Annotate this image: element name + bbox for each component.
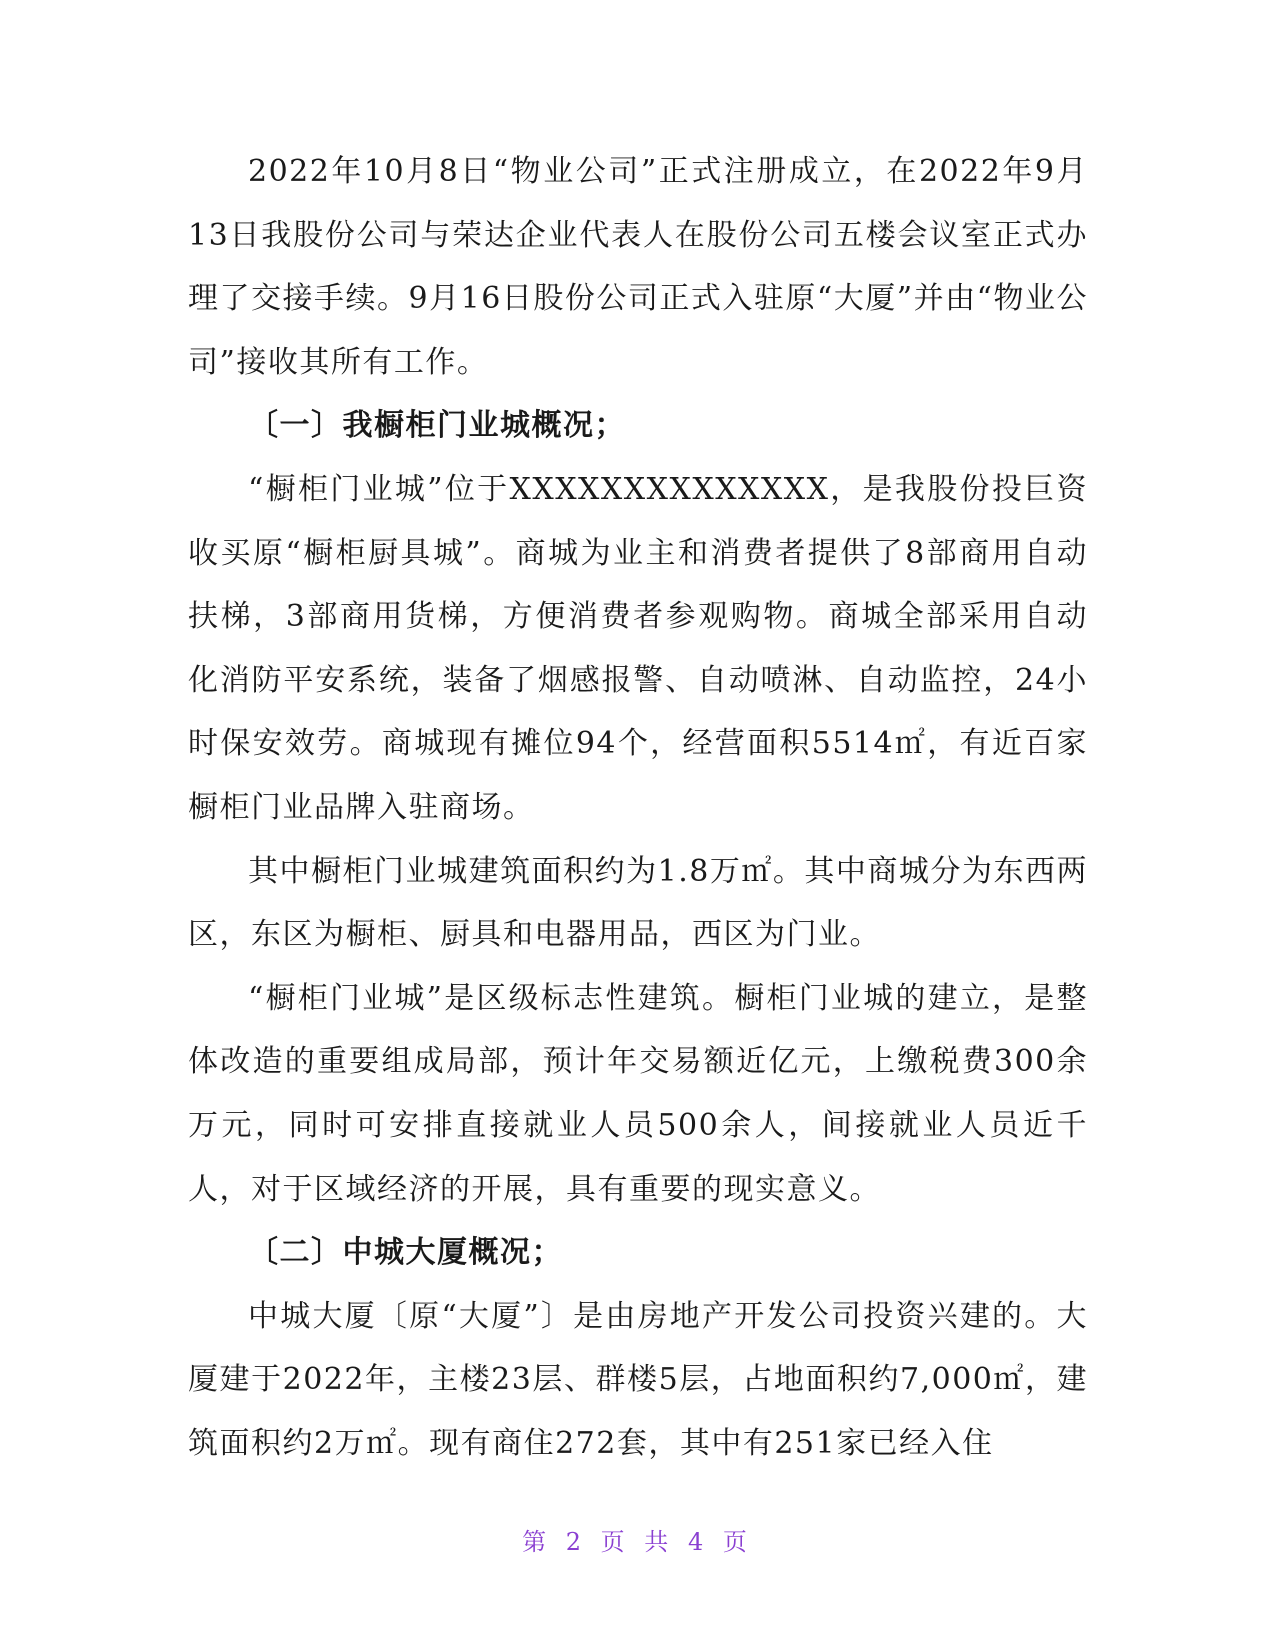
- document-body: [188, 140, 1088, 1475]
- paragraph-mall-significance: “橱柜门业城”是区级标志性建筑。橱柜门业城的建立，是整体改造的重要组成局部，预计年交易额近亿元，上缴税费300余万元，同时可安排直接就业人员500余人，间接就业人员近千人，对于区域经济的开展，具有重要的现实意义。: [188, 980, 1088, 1207]
- page-number-footer: 第 2 页 共 4 页: [522, 1528, 753, 1556]
- section-heading-2: 〔二〕中城大厦概况；: [248, 1235, 563, 1271]
- paragraph-building-overview: 中城大厦〔原“大厦”〕是由房地产开发公司投资兴建的。大厦建于2022年，主楼23层、群楼5层，占地面积约7,000㎡，建筑面积约2万㎡。现有商住272套，其中有251家已经入住: [188, 1298, 1088, 1461]
- paragraph-mall-area: 其中橱柜门业城建筑面积约为1.8万㎡。其中商城分为东西两区，东区为橱柜、厨具和电器用品，西区为门业。: [188, 853, 1088, 953]
- paragraph-mall-overview: “橱柜门业城”位于XXXXXXXXXXXXXX，是我股份投巨资收买原“橱柜厨具城”。商城为业主和消费者提供了8部商用自动扶梯，3部商用货梯，方便消费者参观购物。商城全部采用自动化消防平安系统，装备了烟感报警、自动喷淋、自动监控，24小时保安效劳。商城现有摊位94个，经营面积5514㎡，有近百家橱柜门业品牌入驻商场。: [188, 471, 1088, 825]
- paragraph-intro: 2022年10月8日“物业公司”正式注册成立，在2022年9月13日我股份公司与荣达企业代表人在股份公司五楼会议室正式办理了交接手续。9月16日股份公司正式入驻原“大厦”并由“物业公司”接收其所有工作。: [188, 154, 1088, 380]
- section-heading-1: 〔一〕我橱柜门业城概况；: [248, 408, 626, 444]
